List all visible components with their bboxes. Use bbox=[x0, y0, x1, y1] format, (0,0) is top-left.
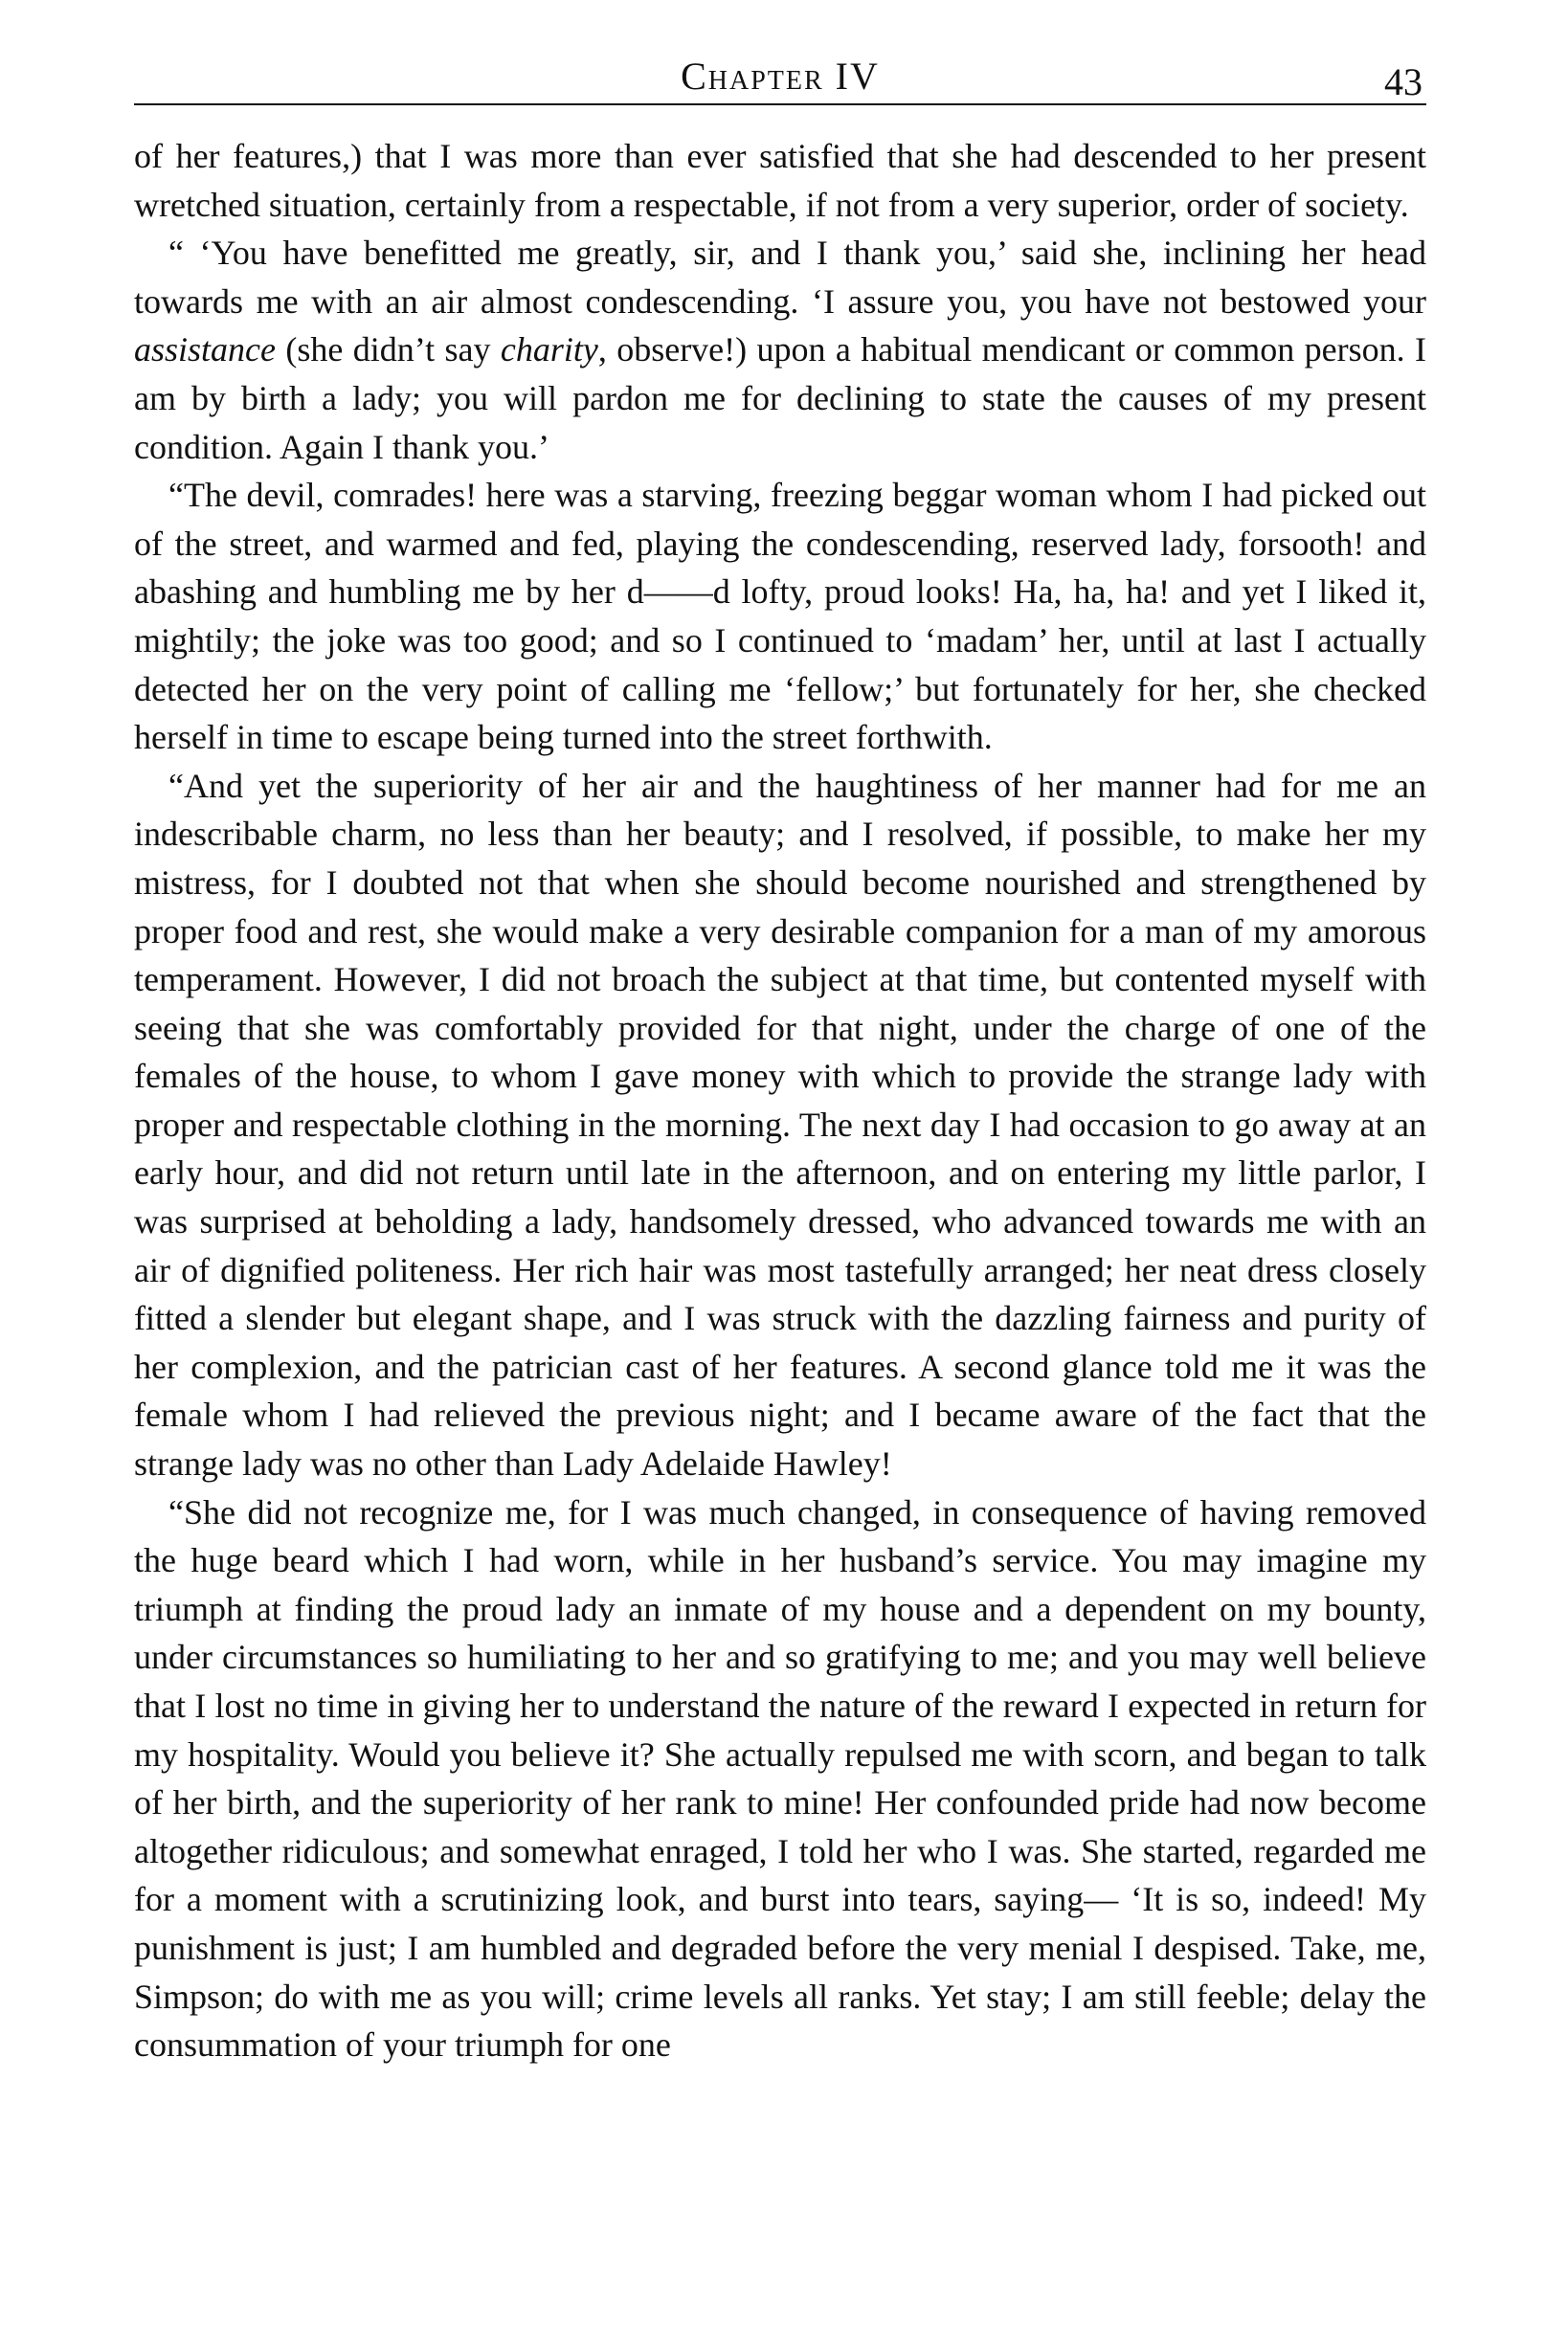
paragraph-text: “And yet the superiority of her air and the haughtiness of her manner had for me an indescribable charm, no less than her beauty; and I resolved, if possible, to make her my mistress, for I doubted not that when she should become nourished and strengthened by proper food and rest, she would make a very desirable companion for a man of my amorous temperament. However, I did not broach the subject at that time, but contented myself with seeing that she was comfortably provided for that night, under the charge of one of the females of the house, to whom I gave money with which to provide the strange lady with proper and respectable clothing in the morning. The next day I had occasion to go away at an early hour, and did not return until late in the afternoon, and on entering my little parlor, I was surprised at beholding a lady, handsomely dressed, who advanced towards me with an air of dignified politeness. Her rich hair was most tastefully arranged; her neat dress closely fitted a slender but elegant shape, and I was struck with the dazzling fairness and purity of her complexion, and the patrician cast of her features. A second glance told me it was the female whom I had relieved the previous night; and I became aware of the fact that the strange lady was no other than Lady Adelaide Hawley! bbox=[134, 766, 1426, 1484]
italic-text: assistance bbox=[134, 330, 276, 369]
paragraph bbox=[134, 132, 1426, 229]
paragraph bbox=[134, 471, 1426, 762]
running-head bbox=[134, 50, 1426, 105]
page-number: 43 bbox=[1384, 60, 1422, 103]
paragraph bbox=[134, 1488, 1426, 2069]
paragraph bbox=[134, 762, 1426, 1488]
paragraph-text: , observe!) upon a habitual mendicant or common person. I am by birth a lady; you will pardon me for declining to state the causes of my present condition. Again I thank you.’ bbox=[134, 330, 1427, 466]
paragraph-text: “She did not recognize me, for I was much changed, in consequence of having removed the huge beard which I had worn, while in her husband’s service. You may imagine my triumph at finding the proud lady an inmate of my house and a dependent on my bounty, under circumstances so humiliating to her and so gratifying to me; and you may well believe that I lost no time in giving her to understand the nature of the reward I expected in return for my hospitality. Would you believe it? She actually repulsed me with scorn, and began to talk of her birth, and the superiority of her rank to mine! Her confounded pride had now become altogether ridiculous; and somewhat enraged, I told her who I was. She started, regarded me for a moment with a scrutinizing look, and burst into tears, saying— ‘It is so, indeed! My punishment is just; I am humbled and degraded before the very menial I despised. Take, me, Simpson; do with me as you will; crime levels all ranks. Yet stay; I am still feeble; delay the consummation of your triumph for one bbox=[134, 1492, 1426, 2065]
paragraph-text: “The devil, comrades! here was a starving, freezing beggar woman whom I had picked out of the street, and warmed and fed, playing the condescending, reserved lady, forsooth! and abashing and humbling me by her d——d lofty, proud looks! Ha, ha, ha! and yet I liked it, mightily; the joke was too good; and so I continued to ‘madam’ her, until at last I actually detected her on the very point of calling me ‘fellow;’ but fortunately for her, she checked herself in time to escape being turned into the street forthwith. bbox=[134, 476, 1426, 757]
paragraph-text: (she didn’t say bbox=[276, 330, 501, 369]
paragraph-text: “ ‘You have benefitted me greatly, sir, and I thank you,’ said she, inclining her head towards me with an air almost condescending. ‘I assure you, you have not bestowed your bbox=[134, 234, 1426, 321]
chapter-title: Chapter IV bbox=[681, 55, 880, 98]
paragraph-text: of her features,) that I was more than ever satisfied that she had descended to her present wretched situation, certainly from a respectable, if not from a very superior, order of society. bbox=[134, 137, 1426, 224]
paragraph bbox=[134, 229, 1426, 471]
body-text bbox=[134, 132, 1426, 2069]
italic-text: charity bbox=[500, 330, 598, 369]
